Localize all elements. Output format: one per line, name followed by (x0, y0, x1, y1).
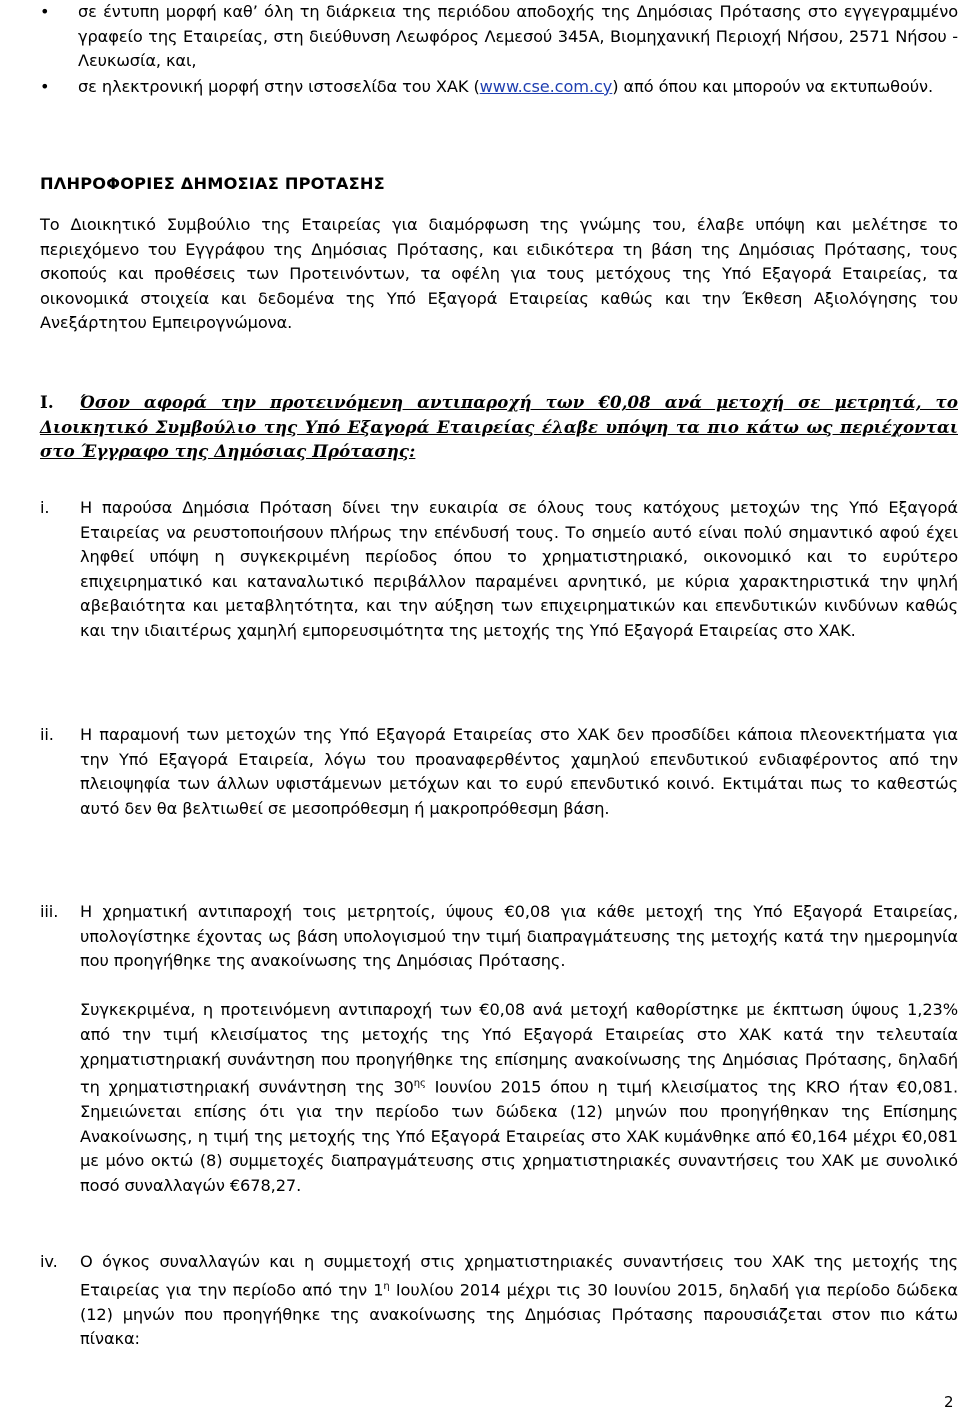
bullet-list (40, 0, 958, 99)
section-title-text: Όσον αφορά την προτεινόμενη αντιπαροχή των €0,08 ανά μετοχή σε μετρητά, το Διοικητικό Συμβούλιο της Υπό Εξαγορά Εταιρείας έλαβε υπόψη τα πιο κάτω ως περιέχονται στο Έγγραφο της Δημόσιας Πρότασης: (40, 392, 958, 462)
paragraph-text: Συγκεκριμένα, η προτεινόμενη αντιπαροχή των €0,08 ανά μετοχή καθορίστηκε με έκπτωση ύψους 1,23% από την τιμή κλεισίματος της μετοχής της Υπό Εξαγορά Εταιρείας στο ΧΑΚ κατά την τελευταία χρηματιστηριακή συνάντηση που προηγήθηκε της επίσημης ανακοίνωσης της Δημόσιας Πρότασης, δηλαδή τη χρηματιστηριακή συνάντηση της 30 (80, 1000, 958, 1097)
intro-paragraph: Το Διοικητικό Συμβούλιο της Εταιρείας για διαμόρφωση της γνώμης του, έλαβε υπόψη και μελέτησε το περιεχόμενο του Εγγράφου της Δημόσιας Πρότασης, και ειδικότερα τη βάση της Δημόσιας Πρότασης, τους σκοπούς και προθέσεις των Προτεινόντων, τα οφέλη για τους μετόχους της Υπό Εξαγορά Εταιρείας, τα οικονομικά στοιχεία και δεδομένα της Υπό Εξαγορά Εταιρείας καθώς και την Έκθεση Αξιολόγησης του Ανεξάρτητου Εμπειρογνώμονα. (40, 215, 958, 333)
list-item-number: i. (40, 498, 50, 517)
list-item-iv (40, 1250, 958, 1352)
list-item-paragraph: Η παραμονή των μετοχών της Υπό Εξαγορά Εταιρείας στο ΧΑΚ δεν προσδίδει κάποια πλεονεκτήματα για την Υπό Εξαγορά Εταιρεία, λόγω του προαναφερθέντος χαμηλού επενδυτικού ενδιαφέροντος από την πλειοψηφία των άλλων υφιστάμενων μετόχων και το ευρύ επενδυτικό κοινό. Εκτιμάται πως το καθεστώς αυτό δεν θα βελτιωθεί σε μεσοπρόθεσμη ή μακροπρόθεσμη βάση. (80, 725, 958, 818)
list-item-number: ii. (40, 725, 54, 744)
list-item-number: iv. (40, 1252, 58, 1271)
section-heading: ΠΛΗΡΟΦΟΡΙΕΣ ΔΗΜΟΣΙΑΣ ΠΡΟΤΑΣΗΣ (40, 174, 385, 193)
paragraph-text: Ο όγκος συναλλαγών και η συμμετοχή στις χρηματιστηριακές συναντήσεις του ΧΑΚ της μετοχής της Εταιρείας για την περίοδο από την 1 (80, 1252, 958, 1299)
bullet-text: σε έντυπη μορφή καθ’ όλη τη διάρκεια της περιόδου αποδοχής της Δημόσιας Πρότασης στο εγγεγραμμένο γραφείο της Εταιρείας, στη διεύθυνση Λεωφόρος Λεμεσού 345Α, Βιομηχανική Περιοχή Νήσου, 2571 Νήσου - Λευκωσία, και, (78, 2, 958, 71)
bullet-dot-icon: • (40, 76, 50, 96)
page-number: 2 (944, 1393, 954, 1411)
bullet-text: σε ηλεκτρονική μορφή στην ιστοσελίδα του ΧΑΚ ( (78, 76, 480, 96)
list-item-ii (40, 723, 958, 821)
section-title (40, 390, 958, 464)
paragraph-text: Ιουνίου 2015 όπου η τιμή κλεισίματος της KRO ήταν €0,081. Σημειώνεται επίσης ότι για την περίοδο των δώδεκα (12) μηνών που προηγήθηκαν της Επίσημης Ανακοίνωσης, η τιμή της μετοχής της Υπό Εξαγορά Εταιρείας στο ΧΑΚ κυμάνθηκε από €0,164 μέχρι €0,081 με μόνο οκτώ (8) συμμετοχές διαπραγμάτευσης στις χρηματιστηριακές συναντήσεις του ΧΑΚ με συνολικό ποσό συναλλαγών €678,27. (80, 1077, 958, 1195)
list-item-paragraph: Η χρηματική αντιπαροχή τοις μετρητοίς, ύψους €0,08 για κάθε μετοχή της Υπό Εξαγορά Εταιρείας, υπολογίστηκε έχοντας ως βάση υπολογισμού την τιμή διαπραγμάτευσης της μετοχής κατά την ημερομηνία που προηγήθηκε της ανακοίνωσης της Δημόσιας Πρότασης. (80, 902, 958, 971)
list-item-paragraph (80, 1250, 958, 1352)
list-item-paragraph: Η παρούσα Δημόσια Πρόταση δίνει την ευκαιρία σε όλους τους κατόχους μετοχών της Υπό Εξαγορά Εταιρείας να ρευστοποιήσουν πλήρως την επένδυσή τους. Το σημείο αυτό είναι πολύ σημαντικό αφού έχει ληφθεί υπόψη η συγκεκριμένη περίοδος όπου το χρηματιστηριακό, οικονομικό και το ευρύτερο επιχειρηματικό και καταναλωτικό περιβάλλον παραμένει αρνητικό, με κύρια χαρακτηριστικά την ψηλή αβεβαιότητα και μεταβλητότητα, και την αύξηση των επιχειρηματικών και επενδυτικών κινδύνων καθώς και την ιδιαιτέρως χαμηλή εμπορευσιμότητα της μετοχής της Υπό Εξαγορά Εταιρείας στο ΧΑΚ. (80, 498, 958, 640)
ordinal-suffix: ης (413, 1078, 426, 1090)
bullet-dot-icon: • (40, 2, 50, 21)
paragraph-text: Ιουλίου 2014 μέχρι τις 30 Ιουνίου 2015, δηλαδή για περίοδο δώδεκα (12) μηνών που προηγήθηκε της ανακοίνωσης της Δημόσιας Πρότασης παρουσιάζεται στον πιο κάτω πίνακα: (80, 1279, 958, 1349)
list-item-paragraph (80, 998, 958, 1198)
list-item-i (40, 496, 958, 644)
cse-website-link[interactable]: www.cse.com.cy (479, 76, 613, 96)
list-item-number: iii. (40, 902, 59, 921)
section-number: I. (40, 392, 54, 412)
bullet-text: ) από όπου και μπορούν να εκτυπωθούν. (612, 76, 934, 96)
bullet-item (40, 75, 958, 100)
list-item-iii (40, 900, 958, 1199)
bullet-item (40, 0, 958, 74)
ordinal-suffix: η (383, 1280, 390, 1292)
